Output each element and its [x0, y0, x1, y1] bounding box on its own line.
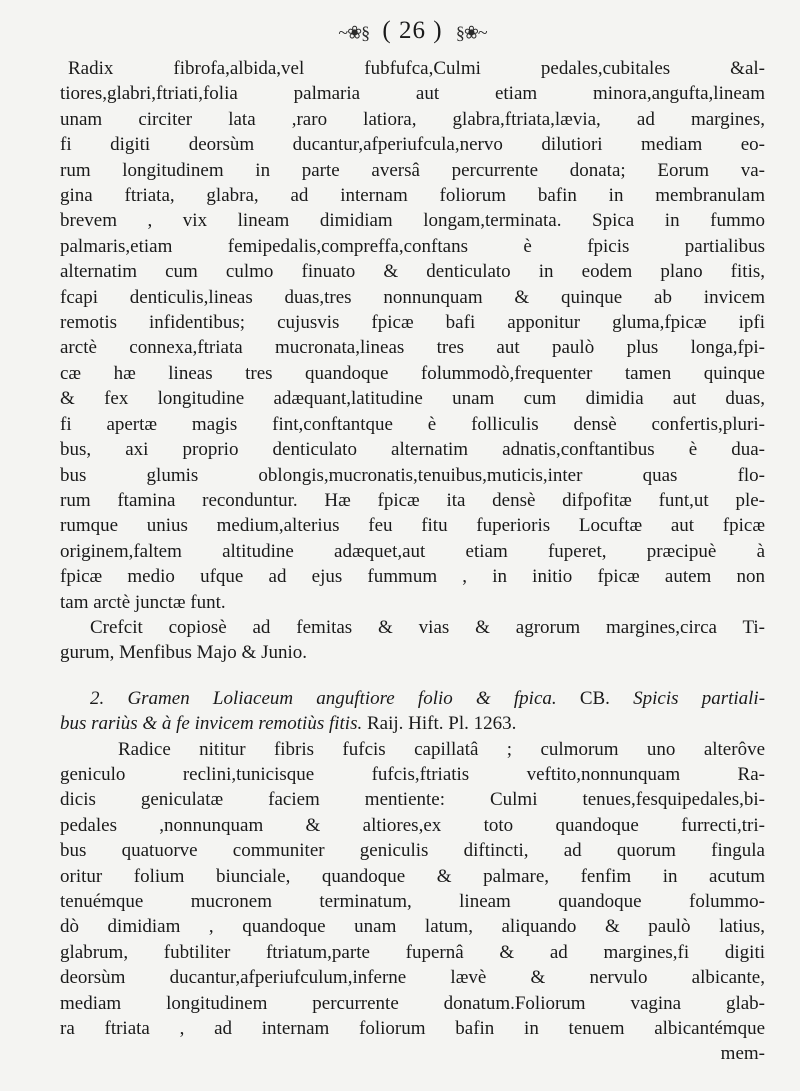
text-line: brevem , vix lineam dimidiam longam,terminata. Spica in fummo	[60, 210, 765, 232]
text-line: rum longitudinem in parte aversâ percurrente donata; Eorum va-	[60, 159, 765, 181]
entry-title-line	[60, 711, 765, 736]
text-line: cæ hæ lineas tres quandoque folummodò,frequenter tamen quinque	[60, 362, 765, 384]
text-line: dicis geniculatæ faciem mentiente: Culmi tenues,fesquipedales,bi-	[60, 789, 765, 811]
entry-number: 2.	[90, 687, 105, 709]
left-ornament: ~❀§	[338, 22, 370, 43]
text-line: fcapi denticulis,lineas duas,tres nonnunquam & quinque ab invicem	[60, 286, 765, 308]
text-line: pedales ,nonnunquam & altiores,ex toto quandoque furrecti,tri-	[60, 814, 765, 836]
text-line: fi apertæ magis fint,conftantque è folliculis densè confertis,pluri-	[60, 413, 765, 435]
text-line: fi digiti deorsùm ducantur,afperiufcula,nervo dilutiori mediam eo-	[60, 134, 765, 156]
text-line: palmaris,etiam femipedalis,compreffa,conftans è fpicis partialibus	[60, 235, 765, 257]
entry-title-tail: Spicis partiali-	[633, 687, 766, 709]
text-line: arctè connexa,ftriata mucronata,lineas tres aut paulò plus longa,fpi-	[60, 337, 765, 359]
text-line: mediam longitudinem percurrente donatum.Foliorum vagina glab-	[60, 992, 765, 1014]
text-line: originem,faltem altitudine adæquet,aut etiam fuperet, præcipuè à	[60, 540, 765, 562]
text-line: gina ftriata, glabra, ad internam foliorum bafin in membranulam	[60, 185, 765, 207]
entry-title: Gramen Loliaceum anguftiore folio & fpica.	[127, 687, 557, 709]
text-line: oritur folium biunciale, quandoque & palmare, fenfim in acutum	[60, 865, 765, 887]
paragraph-habitat	[60, 615, 765, 666]
entry-reference: Raij. Hift. Pl. 1263.	[366, 713, 517, 735]
text-line: Radice nititur fibris fufcis capillatâ ; culmorum uno alterôve	[118, 738, 765, 760]
entry-title-line	[60, 686, 765, 711]
text-line: ra ftriata , ad internam foliorum bafin in tenuem albicantémque	[60, 1018, 765, 1040]
text-line: fpicæ medio ufque ad ejus fummum , in initio fpicæ autem non	[60, 566, 765, 588]
entry-title-ref: CB.	[579, 687, 610, 709]
text-line: dò dimidiam , quandoque unam latum, aliquando & paulò latius,	[60, 916, 765, 938]
text-line: bus quatuorve communiter geniculis diftincti, ad quorum fingula	[60, 840, 765, 862]
right-ornament: §❀~	[455, 22, 487, 43]
text-line: tam arctè junctæ funt.	[60, 591, 226, 613]
text-line: Crefcit copiosè ad femitas & vias & agrorum margines,circa Ti-	[90, 616, 765, 638]
species-entry-2	[60, 686, 765, 737]
text-line: unam circiter lata ,raro latiora, glabra,ftriata,lævia, ad margines,	[60, 108, 765, 130]
entry-title-continued: bus rariùs & à fe invicem remotiùs fitis.	[60, 713, 363, 735]
text-line: geniculo reclini,tunicisque fufcis,ftriatis veftito,nonnunquam Ra-	[60, 763, 765, 785]
text-line: tenuémque mucronem terminatum, lineam quandoque folummo-	[60, 891, 765, 912]
text-line: gurum, Menfibus Majo & Junio.	[60, 642, 307, 664]
text-line: tiores,glabri,ftriati,folia palmaria aut etiam minora,angufta,lineam	[60, 83, 765, 105]
text-line: remotis infidentibus; cujusvis fpicæ bafi apponitur gluma,fpicæ ipfi	[60, 312, 765, 334]
text-line: glabrum, fubtiliter ftriatum,parte fupernâ & ad margines,fi digiti	[60, 941, 765, 963]
text-line: rumque unius medium,alterius feu fitu fuperioris Locuftæ aut fpicæ	[60, 515, 765, 537]
page-header	[60, 14, 765, 56]
text-line: bus glumis oblongis,mucronatis,tenuibus,muticis,inter quas flo-	[60, 464, 765, 486]
text-line: Radix fibrofa,albida,vel fubfufca,Culmi pedales,cubitales &al-	[68, 58, 765, 79]
page-number: ( 26 )	[382, 17, 443, 44]
paragraph-description	[60, 56, 765, 615]
text-line: bus, axi proprio denticulato alternatim adnatis,conftantibus è dua-	[60, 439, 765, 461]
paragraph-entry2-description	[60, 737, 765, 1067]
text-line: alternatim cum culmo finuato & denticulato in eodem plano fitis,	[60, 261, 765, 283]
book-page	[60, 14, 765, 1067]
text-line: & fex longitudine adæquant,latitudine unam cum dimidia aut duas,	[60, 388, 765, 410]
text-line: deorsùm ducantur,afperiufculum,inferne lævè & nervulo albicante,	[60, 967, 765, 989]
catchword: mem-	[720, 1043, 765, 1065]
text-line: rum ftamina reconduntur. Hæ fpicæ ita densè difpofitæ funt,ut ple-	[60, 489, 765, 511]
